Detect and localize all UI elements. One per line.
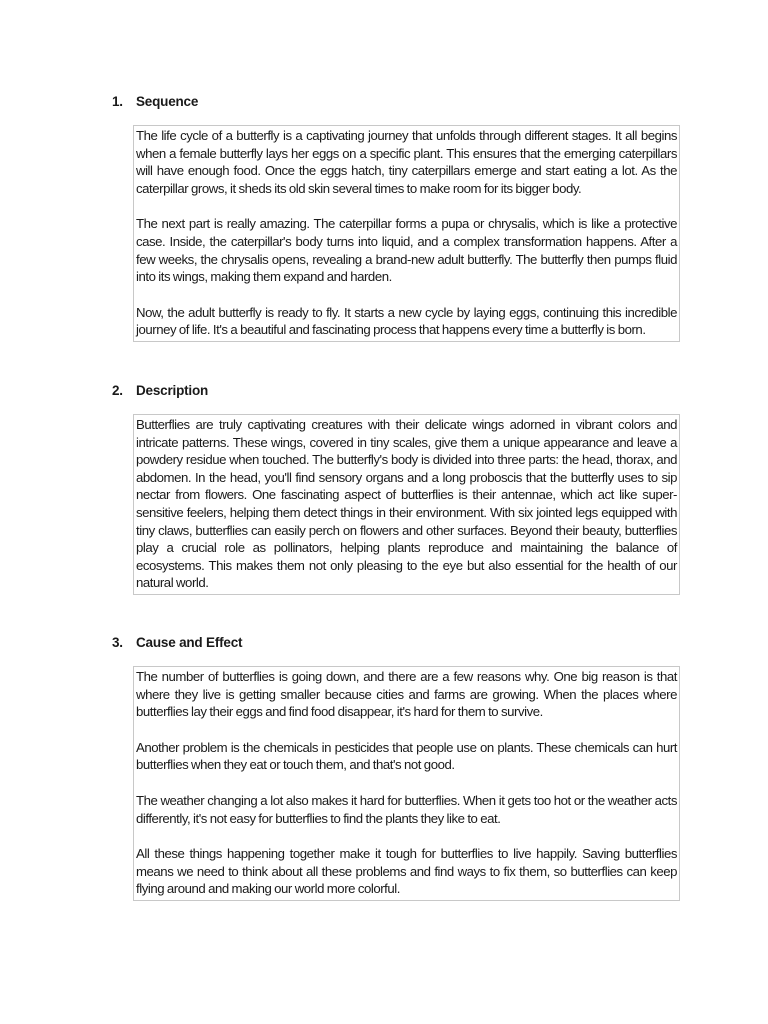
paragraph: The life cycle of a butterfly is a captivating journey that unfolds through different stages. It all begins when a female butterfly lays her eggs on a specific plant. This ensures that the emerging caterpillars will have enough food. Once the eggs hatch, tiny caterpillars emerge and start eating a lot. As the caterpillar grows, it sheds its old skin several times to make room for its bigger body. bbox=[136, 128, 677, 196]
section-heading-cause-and-effect bbox=[112, 635, 242, 650]
paragraph: Now, the adult butterfly is ready to fly. It starts a new cycle by laying eggs, continuing this incredible journey of life. It's a beautiful and fascinating process that happens every time a butterfly is born. bbox=[136, 304, 677, 338]
paragraph: Another problem is the chemicals in pesticides that people use on plants. These chemicals can hurt butterflies when they eat or touch them, and that's not good. bbox=[136, 739, 677, 773]
section-title: Description bbox=[136, 383, 209, 398]
paragraph: The next part is really amazing. The caterpillar forms a pupa or chrysalis, which is like a protective case. Inside, the caterpillar's body turns into liquid, and a complex transformation happens. After a few weeks, the chrysalis opens, revealing a brand-new adult butterfly. The butterfly then pumps fluid into its wings, making them expand and harden. bbox=[136, 216, 677, 285]
description-text-box bbox=[133, 414, 680, 595]
section-number: 1. bbox=[112, 94, 123, 109]
section-title: Sequence bbox=[136, 94, 199, 109]
paragraph: The weather changing a lot also makes it hard for butterflies. When it gets too hot or the weather acts differently, it's not easy for butterflies to find the plants they like to eat. bbox=[136, 792, 677, 826]
paragraph: All these things happening together make it tough for butterflies to live happily. Saving butterflies means we need to think about all these problems and find ways to fix them, so butterflies can keep flying around and making our world more colorful. bbox=[136, 846, 677, 897]
paragraph: Butterflies are truly captivating creatures with their delicate wings adorned in vibrant colors and intricate patterns. These wings, covered in tiny scales, give them a unique appearance and leave a powdery residue when touched. The butterfly's body is divided into three parts: the head, thorax, and abdomen. In the head, you'll find sensory organs and a long proboscis that the butterfly uses to sip nectar from flowers. One fascinating aspect of butterflies is their antennae, which act like super-sensitive feelers, helping them detect things in their environment. With six jointed legs equipped with tiny claws, butterflies can easily perch on flowers and other surfaces. Beyond their beauty, butterflies play a crucial role as pollinators, helping plants reproduce and maintaining the balance of ecosystems. This makes them not only pleasing to the eye but also essential for the health of our natural world. bbox=[136, 417, 677, 591]
sequence-text-box bbox=[133, 125, 680, 342]
section-number: 3. bbox=[112, 635, 123, 650]
section-number: 2. bbox=[112, 383, 123, 398]
paragraph: The number of butterflies is going down, and there are a few reasons why. One big reason is that where they live is getting smaller because cities and farms are growing. When the places where butterflies lay their eggs and find food disappear, it's hard for them to survive. bbox=[136, 669, 677, 720]
section-title: Cause and Effect bbox=[136, 635, 243, 650]
section-heading-sequence bbox=[112, 94, 198, 109]
cause-and-effect-text-box bbox=[133, 666, 680, 901]
section-heading-description bbox=[112, 383, 208, 398]
